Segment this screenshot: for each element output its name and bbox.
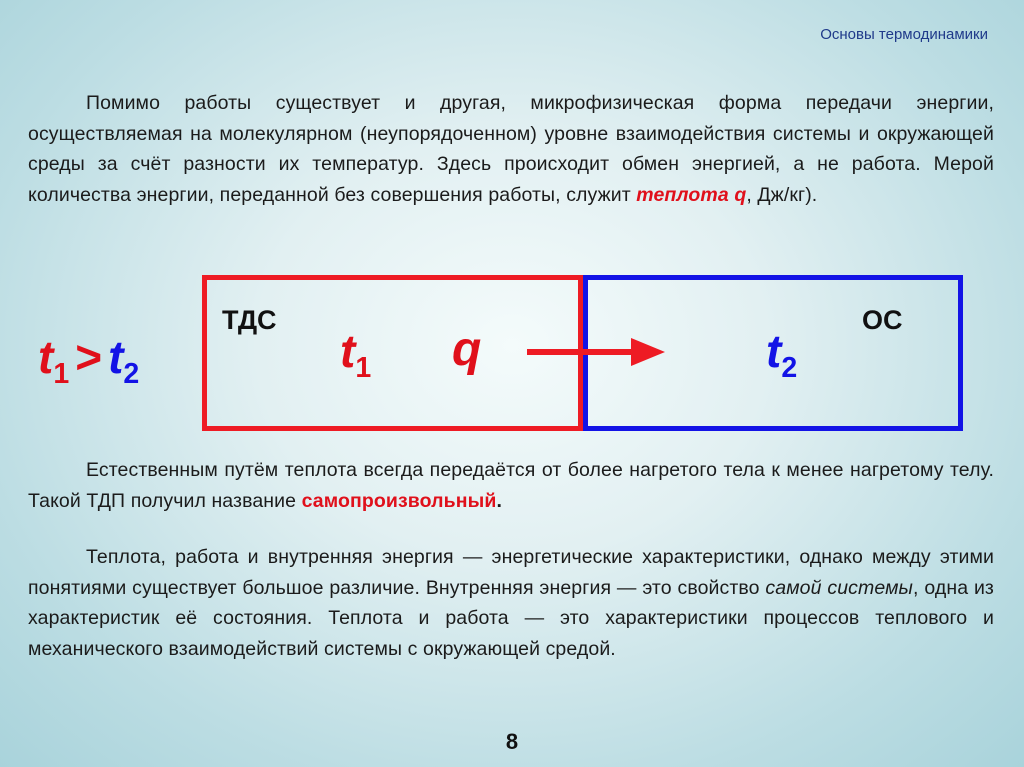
ineq-left-var: t [38,331,54,383]
para2-text: Естественным путём теплота всегда передаётся от более нагретого тела к менее нагретому телу. Такой ТДП получил название [28,459,994,512]
ineq-right-sub: 2 [123,357,140,390]
para2-tail: . [496,489,502,512]
header-title: Основы термодинамики [820,26,988,43]
para3-text: Теплота, работа и внутренняя энергия — энергетические характеристики, однако между этими понятиями существует большое различие. Внутренняя энергия — это свойство [28,546,994,599]
system-temp-var: t [340,325,356,377]
para1-text: Помимо работы существует и другая, микрофизическая форма передачи энергии, осуществляемая на молекулярном (неупорядоченном) уровне взаимодействия системы и окружающей среды за счёт разности их температур. Здесь происходит обмен энергией, а не работа. Мерой количества энергии, переданной без совершения работы, служит [28,92,994,206]
term-system-itself: самой системы [765,576,913,599]
term-heat: теплота q [636,183,747,206]
para3-tail: , одна из характеристик её состояния. Теплота и работа — это характеристики процессов теплового и механического взаимодействий системы с окружающей средой. [28,576,994,660]
heat-flow-arrow-icon [527,332,667,372]
paragraph-energy-characteristics [28,542,994,664]
env-temp-var: t [766,325,782,377]
ineq-left-sub: 1 [53,357,70,390]
ineq-right-var: t [108,331,124,383]
system-label: ТДС [222,305,277,335]
heat-symbol: q [452,323,482,376]
term-spontaneous: самопроизвольный [301,489,497,512]
system-box [202,275,583,431]
env-temp-sub: 2 [781,351,798,384]
paragraph-heat-definition [28,88,994,210]
para1-tail: , Дж/кг). [746,183,818,206]
ineq-operator: > [75,331,103,383]
environment-temperature [766,324,797,385]
system-temp-sub: 1 [355,351,372,384]
page-number: 8 [505,729,519,754]
temperature-inequality [38,330,139,391]
system-temperature [340,324,371,385]
paragraph-spontaneous-process [28,455,994,516]
environment-label: ОС [862,305,903,335]
